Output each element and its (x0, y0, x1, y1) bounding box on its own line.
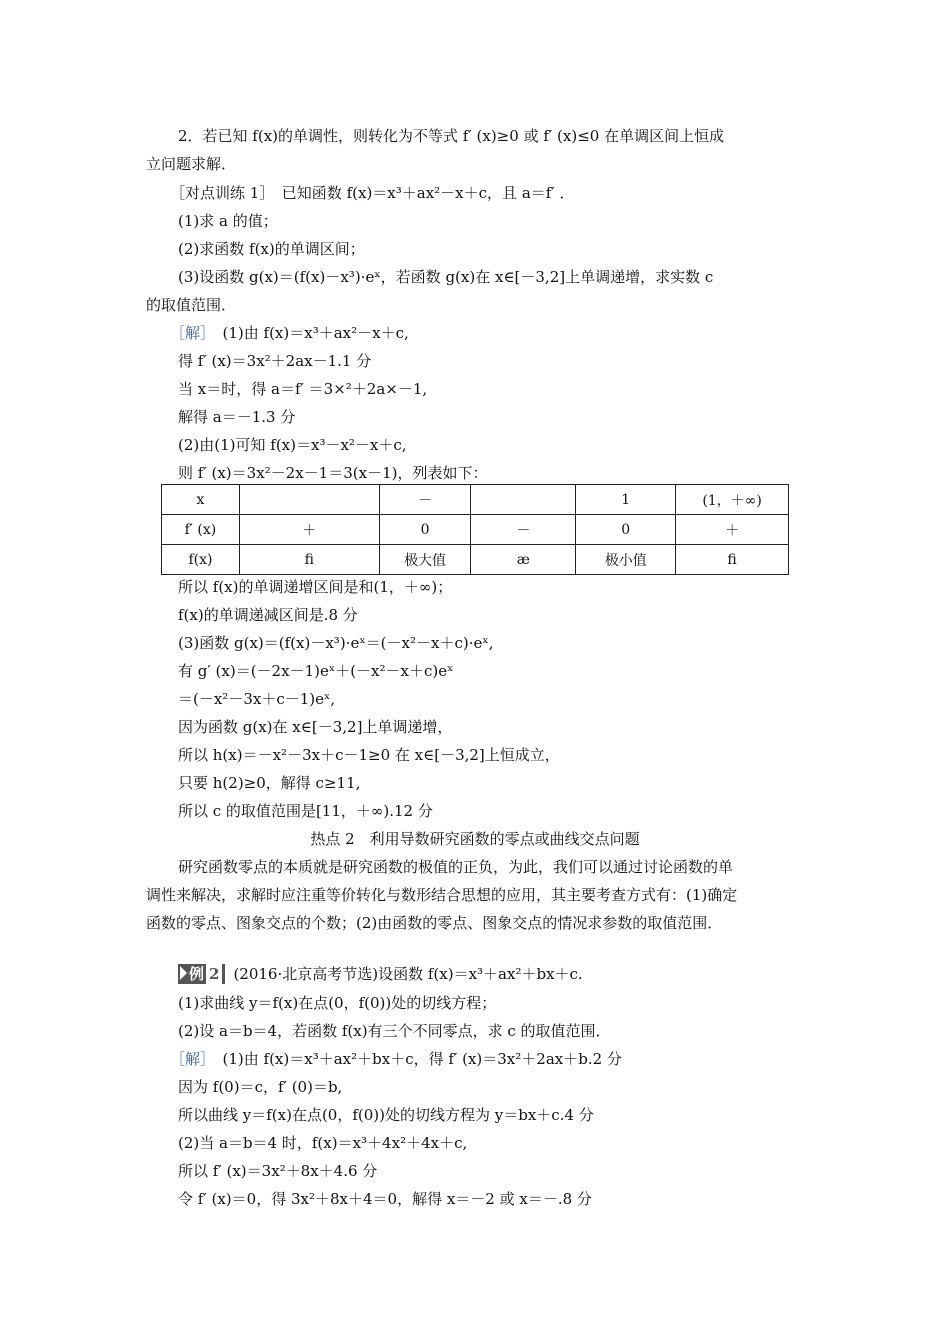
table-cell: 极大值 (379, 545, 471, 575)
table-row (162, 485, 789, 515)
table-cell: 1 (576, 485, 676, 515)
table-cell: f′ (x) (162, 515, 240, 545)
text-line: ＝(－x²－3x＋c－1)eˣ, (178, 690, 336, 708)
arrow-icon (180, 966, 187, 980)
table-cell: f(x) (162, 545, 240, 575)
table-cell: ﬁ (676, 545, 789, 575)
text-line: (2)当 a＝b＝4 时，f(x)＝x³＋4x²＋4x＋c, (178, 1134, 468, 1152)
text-line: (3)函数 g(x)＝(f(x)－x³)·eˣ＝(－x²－x＋c)·eˣ, (178, 634, 494, 652)
table-cell (471, 485, 576, 515)
table-cell: æ (471, 545, 576, 575)
text-line: (2)由(1)可知 f(x)＝x³－x²－x＋c, (178, 436, 407, 454)
example-line (178, 964, 583, 984)
text-line: 的取值范围． (146, 296, 237, 314)
table-cell: ＋ (239, 515, 379, 545)
text-line: (2)求函数 f(x)的单调区间； (178, 240, 365, 258)
solution-tag: ［解］ (170, 324, 208, 342)
solution-tag: ［解］ (170, 1050, 208, 1068)
text-line: 令 f′ (x)＝0，得 3x²＋8x＋4＝0，解得 x＝－2 或 x＝－.8 分 (178, 1190, 592, 1208)
text-line: (3)设函数 g(x)＝(f(x)－x³)·eˣ，若函数 g(x)在 x∈[－3,2]上单调递增，求实数 c (178, 268, 714, 286)
table-cell: x (162, 485, 240, 515)
text-line: (1)求曲线 y＝f(x)在点(0，f(0))处的切线方程； (178, 994, 497, 1012)
table-cell: 0 (576, 515, 676, 545)
table-cell: － (379, 485, 471, 515)
text-line: f(x)的单调递减区间是.8 分 (178, 606, 358, 624)
text-span: (1)由 f(x)＝x³＋ax²＋bx＋c，得 f′ (x)＝3x²＋2ax＋b.2 分 (207, 1050, 622, 1068)
text-line: 函数的零点、图象交点的个数；(2)由函数的零点、图象交点的情况求参数的取值范围． (146, 914, 723, 932)
text-line: 2．若已知 f(x)的单调性，则转化为不等式 f′ (x)≥0 或 f′ (x)≤0 在单调区间上恒成 (178, 127, 725, 145)
text-line: 得 f′ (x)＝3x²＋2ax－1.1 分 (178, 352, 372, 370)
text-line: 所以 f′ (x)＝3x²＋8x＋4.6 分 (178, 1162, 378, 1180)
monotonicity-table (161, 484, 789, 575)
text-line: (2)设 a＝b＝4，若函数 f(x)有三个不同零点，求 c 的取值范围． (178, 1022, 611, 1040)
text-line: 立问题求解． (146, 155, 237, 173)
example-number: 2 (206, 964, 222, 984)
text-line: 有 g′ (x)＝(－2x－1)eˣ＋(－x²－x＋c)eˣ (178, 662, 454, 680)
text-line: 只要 h(2)≥0，解得 c≥11, (178, 774, 361, 792)
text-line: (1)求 a 的值； (178, 212, 278, 230)
text-line: ［对点训练 1］ 已知函数 f(x)＝x³＋ax²－x＋c，且 a＝f′ ． (170, 184, 575, 202)
table-cell: 极小值 (576, 545, 676, 575)
text-line: 因为 f(0)＝c，f′ (0)＝b, (178, 1078, 343, 1096)
example-badge (178, 964, 225, 984)
text-line: 则 f′ (x)＝3x²－2x－1＝3(x－1)，列表如下： (178, 464, 488, 482)
table-row (162, 515, 789, 545)
text-line: 当 x＝时，得 a＝f′ ＝3×²＋2a×－1, (178, 380, 428, 398)
section-heading: 热点 2 利用导数研究函数的零点或曲线交点问题 (310, 830, 640, 848)
text-line: 所以曲线 y＝f(x)在点(0，f(0))处的切线方程为 y＝bx＋c.4 分 (178, 1106, 594, 1124)
text-line: 调性来解决，求解时应注重等价转化与数形结合思想的应用，其主要考查方式有：(1)确定 (146, 886, 738, 904)
table-cell: ＋ (676, 515, 789, 545)
table-cell (239, 485, 379, 515)
table-cell: (1，＋∞) (676, 485, 789, 515)
table-cell: 0 (379, 515, 471, 545)
text-line (170, 323, 409, 343)
table-row (162, 545, 789, 575)
text-line: 所以 c 的取值范围是[11，＋∞).12 分 (178, 802, 433, 820)
text-line: 研究函数零点的本质就是研究函数的极值的正负，为此，我们可以通过讨论函数的单 (178, 858, 734, 876)
text-line (170, 1049, 622, 1069)
text-span: (1)由 f(x)＝x³＋ax²－x＋c, (207, 324, 409, 342)
text-line: 所以 f(x)的单调递增区间是和(1，＋∞)； (178, 578, 453, 596)
text-line: 解得 a＝－1.3 分 (178, 408, 296, 426)
text-span: (2016·北京高考节选)设函数 f(x)＝x³＋ax²＋bx＋c. (233, 965, 583, 983)
example-badge-label: 例 (189, 965, 205, 983)
text-line: 所以 h(x)＝－x²－3x＋c－1≥0 在 x∈[－3,2]上恒成立， (178, 746, 560, 764)
text-line: 因为函数 g(x)在 x∈[－3,2]上单调递增， (178, 718, 453, 736)
table-cell: ﬁ (239, 545, 379, 575)
table-cell: － (471, 515, 576, 545)
